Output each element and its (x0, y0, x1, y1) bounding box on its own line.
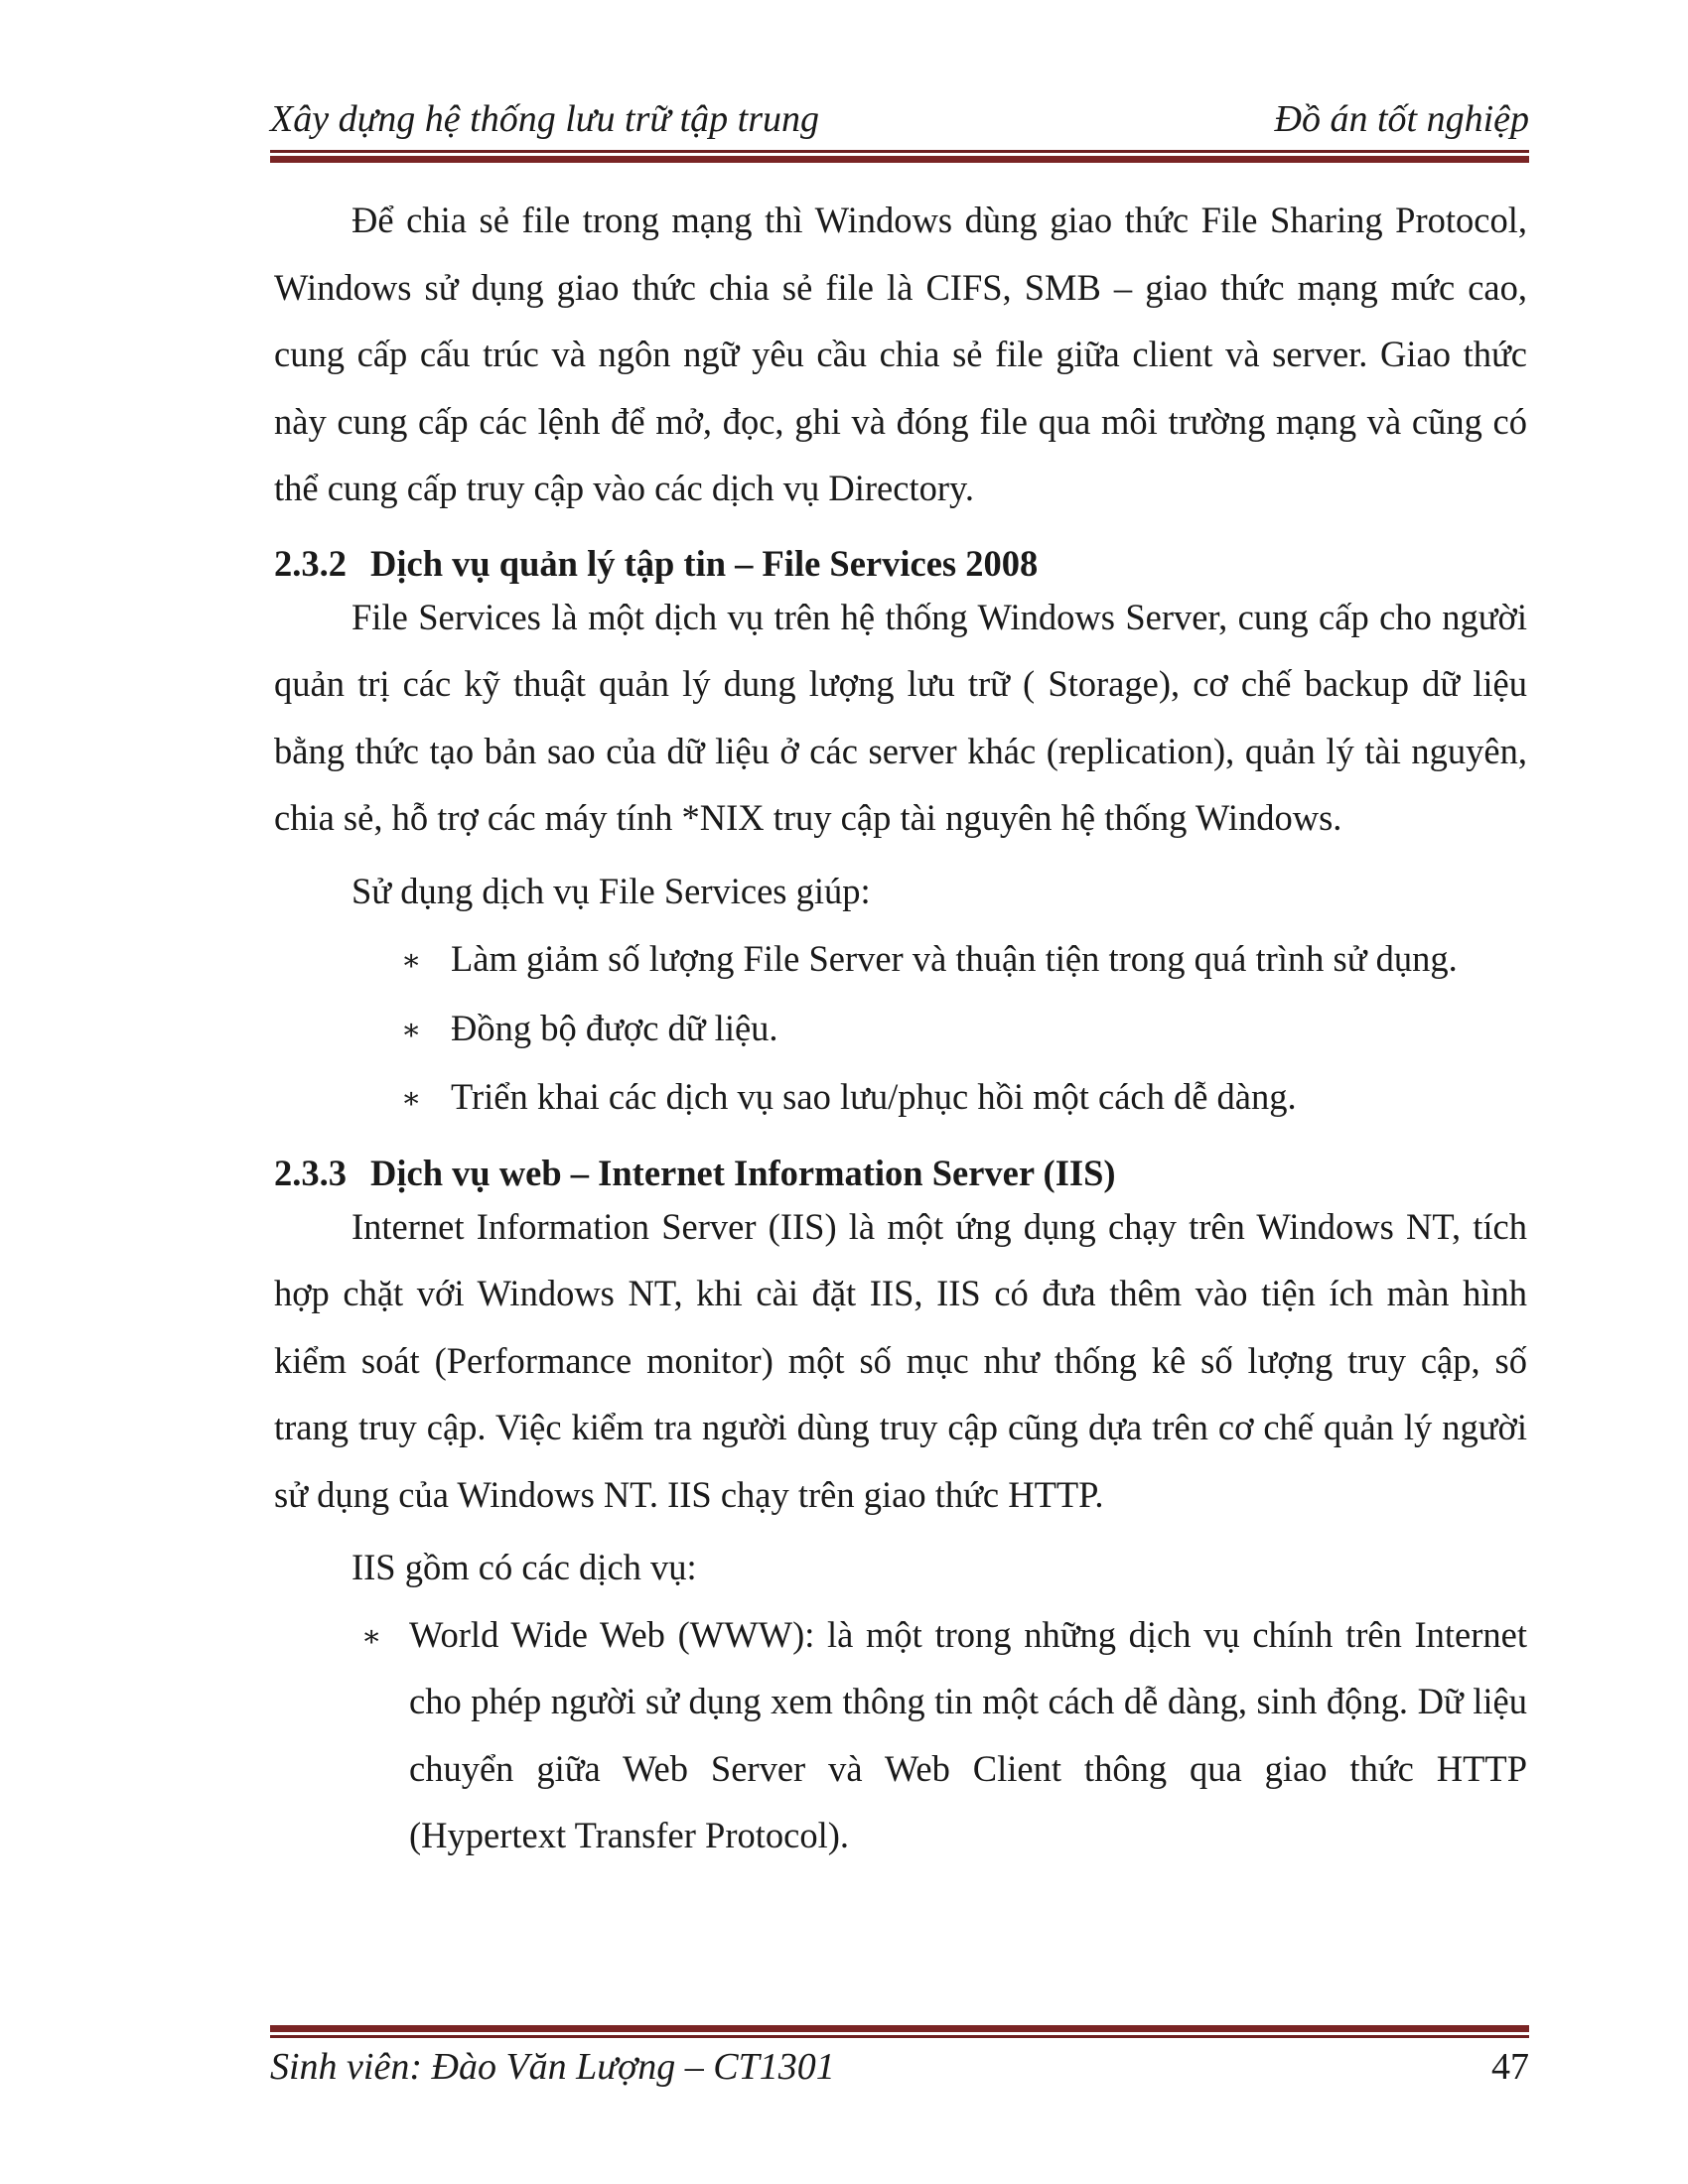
list-item (274, 924, 1527, 994)
page-footer (270, 2045, 1529, 2089)
section-2-3-2-bullet-list (274, 924, 1527, 1132)
section-2-3-2-paragraph: File Services là một dịch vụ trên hệ thống Windows Server, cung cấp cho người quản trị các kỹ thuật quản lý dung lượng lưu trữ ( Storage), cơ chế backup dữ liệu bằng thức tạo bản sao của dữ liệu ở các server khác (replication), quản lý tài nguyên, chia sẻ, hỗ trợ các máy tính *NIX truy cập tài nguyên hệ thống Windows. (274, 596, 1527, 838)
list-item (274, 1601, 1527, 1869)
header-title: Xây dựng hệ thống lưu trữ tập trung (270, 98, 819, 140)
section-heading-2-3-2 (274, 542, 1527, 586)
footer-student: Sinh viên: Đào Văn Lượng – CT1301 (270, 2046, 835, 2088)
section-2-3-3-paragraph: Internet Information Server (IIS) là một ứng dụng chạy trên Windows NT, tích hợp chặt với Windows NT, khi cài đặt IIS, IIS có đưa thêm vào tiện ích màn hình kiểm soát (Performance monitor) một số mục như thống kê số lượng truy cập, số trang truy cập. Việc kiểm tra người dùng truy cập cũng dựa trên cơ chế quản lý người sử dụng của Windows NT. IIS chạy trên giao thức HTTP. (274, 1205, 1527, 1515)
list-item-text: Làm giảm số lượng File Server và thuận tiện trong quá trình sử dụng. (451, 938, 1458, 979)
list-item-text: Đồng bộ được dữ liệu. (451, 1007, 778, 1048)
section-2-3-3-list-intro: IIS gồm có các dịch vụ: (352, 1547, 697, 1587)
bullet-asterisk-icon: ∗ (361, 1619, 382, 1653)
section-number: 2.3.3 (274, 1152, 347, 1193)
header-rule-thin (270, 150, 1529, 153)
section-2-3-3-bullet-list (274, 1601, 1527, 1869)
list-item (274, 1062, 1527, 1132)
footer-rule-thin (270, 2035, 1529, 2038)
page-number: 47 (1491, 2046, 1529, 2088)
bullet-asterisk-icon: ∗ (401, 944, 422, 977)
page-content (274, 187, 1527, 1869)
list-item-text: Triển khai các dịch vụ sao lưu/phục hồi một cách dễ dàng. (451, 1076, 1297, 1117)
section-2-3-2-list-intro: Sử dụng dịch vụ File Services giúp: (352, 870, 871, 911)
section-title: Dịch vụ quản lý tập tin – File Services 2008 (370, 542, 1039, 584)
header-rule-thick (270, 156, 1529, 163)
bullet-asterisk-icon: ∗ (401, 1082, 422, 1115)
bullet-asterisk-icon: ∗ (401, 1013, 422, 1046)
list-item-text: World Wide Web (WWW): là một trong những dịch vụ chính trên Internet cho phép người sử dụng xem thông tin một cách dễ dàng, sinh động. Dữ liệu chuyển giữa Web Server và Web Client thông qua giao thức HTTP (Hypertext Transfer Protocol). (409, 1613, 1527, 1855)
section-title: Dịch vụ web – Internet Information Server (IIS) (370, 1152, 1116, 1193)
section-heading-2-3-3 (274, 1152, 1527, 1195)
list-item (274, 994, 1527, 1063)
header-doc-type: Đồ án tốt nghiệp (1274, 98, 1529, 140)
footer-rule-thick (270, 2025, 1529, 2032)
section-number: 2.3.2 (274, 542, 347, 584)
intro-paragraph: Để chia sẻ file trong mạng thì Windows dùng giao thức File Sharing Protocol, Windows sử dụng giao thức chia sẻ file là CIFS, SMB – giao thức mạng mức cao, cung cấp cấu trúc và ngôn ngữ yêu cầu chia sẻ file giữa client và server. Giao thức này cung cấp các lệnh để mở, đọc, ghi và đóng file qua môi trường mạng và cũng có thể cung cấp truy cập vào các dịch vụ Directory. (274, 200, 1527, 508)
page-header (270, 97, 1529, 141)
